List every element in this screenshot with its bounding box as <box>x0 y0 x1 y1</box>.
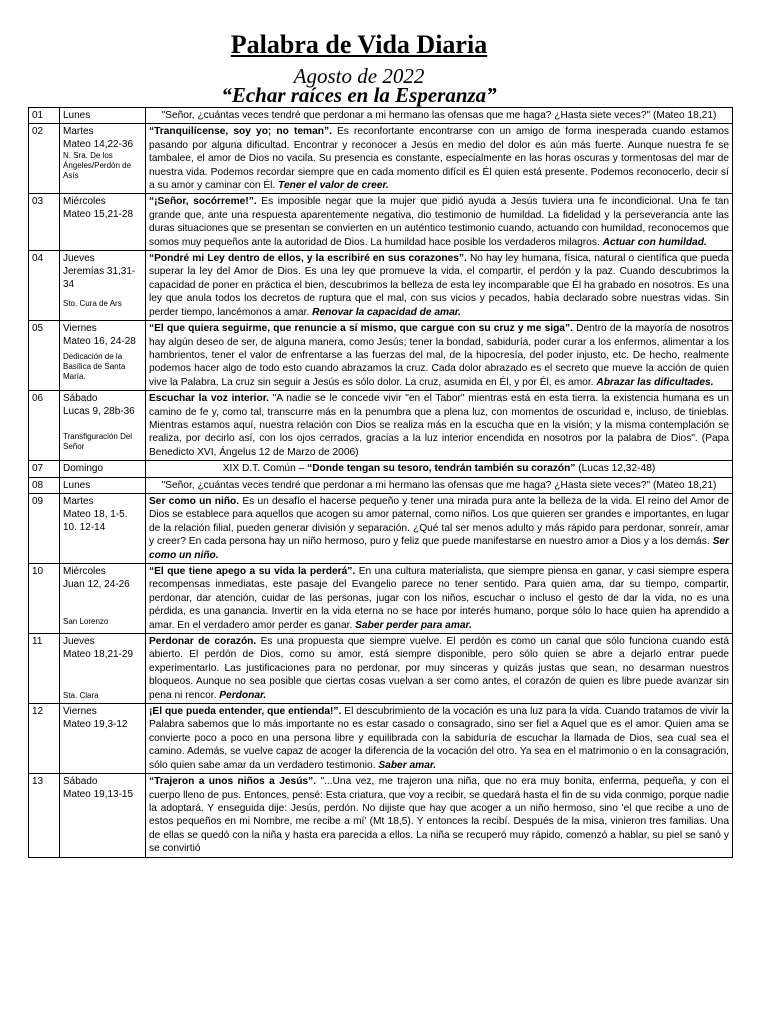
reflection-text <box>146 108 733 124</box>
reflection-heading: “¡Señor, socórreme!”. <box>149 196 257 208</box>
day-cell <box>60 564 146 634</box>
reflection-heading: Perdonar de corazón. <box>149 636 257 648</box>
reflection-body: Es una propuesta que siempre vuelve. El perdón es como un canal que sólo funciona cuando está abierto. El perdón de Dios, como su amor, está siempre disponible, pero sólo quien se abre a dejarlo entrar puede experimentarlo. Las justificaciones para no perdonar, por muy sinceras y quizás justas que sean, no desarman nuestros bloqueos. Aunque no sea posible que ciertas cosas vuelvan a ser como antes, el corazón de quien es libre puede avanzar sin pena ni rencor. <box>149 636 729 701</box>
table-row <box>29 461 733 477</box>
reflection-text <box>146 321 733 391</box>
day-cell <box>60 493 146 563</box>
reading-ref: Mateo 19,13-15 <box>63 789 134 801</box>
reading-ref: Jeremías 31,31-34 <box>63 266 136 291</box>
reflection-text <box>146 564 733 634</box>
table-row <box>29 251 733 321</box>
weekday: Viernes <box>63 706 97 718</box>
reflection-motto: Ser como un niño. <box>149 536 729 561</box>
table-row <box>29 108 733 124</box>
table-row <box>29 493 733 563</box>
weekday: Domingo <box>63 463 104 475</box>
day-number: 11 <box>29 634 60 704</box>
reading-ref: Juan 12, 24-26 <box>63 579 130 590</box>
day-cell <box>60 774 146 857</box>
reading-ref: Mateo 15,21-28 <box>63 209 134 221</box>
day-number: 05 <box>29 321 60 391</box>
day-number: 02 <box>29 124 60 194</box>
reflection-heading: “El que quiera seguirme, que renuncie a sí mismo, que cargue con su cruz y me siga”. <box>149 323 573 335</box>
reading-ref: Mateo 19,3-12 <box>63 719 128 731</box>
day-number: 10 <box>29 564 60 634</box>
table-row <box>29 477 733 493</box>
table-row <box>29 391 733 461</box>
reading-ref: Mateo 14,22-36 <box>63 139 134 151</box>
reflection-motto: Abrazar las dificultades. <box>596 376 714 388</box>
reflection-motto: Renovar la capacidad de amar. <box>312 306 462 318</box>
reflection-motto: Saber perder para amar. <box>355 619 472 631</box>
weekday: Miércoles <box>63 196 106 208</box>
day-cell <box>60 461 146 477</box>
reflection-body: El descubrimiento de la vocación es una luz para la vida. Cuando tratamos de vivir la Palabra sabemos que lo más importante no es estar casado o consagrado, sino ser fiel a Aquel que es el amor. Quien ama se convierte poco a poco en una persona libre y equilibrada con la sabiduría de escuchar la llamada de Dios, sea cual sea el camino. Además, se vuelve capaz de acoger la diferencia de la vocación del otro. Ya sea en el matrimonio o en la consagración, sólo quien sabe amar da un verdadero testimonio. <box>149 706 730 771</box>
reflection-motto: Saber amar. <box>378 759 437 771</box>
reading-ref: Lucas 9, 28b-36 <box>63 406 135 418</box>
reflection-body: "...Una vez, me trajeron una niña, que no era muy bonita, enferma, pequeña, y con el cuerpo lleno de pus. Entonces, pensé: Esta criatura, que voy a recibir, se quedará hasta el fin de su vida conmigo, porque nadie la adoptará. Y enseguida dije: Jesús, perdón. No dijiste que hay que acoger a un niño hermoso, sino 'el que recibe a uno de estos pequeños en mi Nombre, me recibe a mí' (Mt 18,5). Y entonces la recibí. Después de la misa, vinieron tres familias. Una de ellas se quedó con la niña y hasta era parecida a ellos. La niña se recuperó muy rápido, comenzó a hablar, su piel se sanó y se convirtió <box>149 776 730 855</box>
quote-text: "Señor, ¿cuántas veces tendré que perdonar a mi hermano las ofensas que me haga? ¿Hasta siete veces?" (Mateo 18,21) <box>161 110 717 121</box>
table-row <box>29 321 733 391</box>
day-number: 03 <box>29 194 60 251</box>
reflection-text <box>146 704 733 774</box>
day-number: 12 <box>29 704 60 774</box>
spacer <box>63 591 142 617</box>
reflection-heading: “Donde tengan su tesoro, tendrán también su corazón” <box>307 463 576 475</box>
reflection-heading: “Trajeron a unos niños a Jesús”. <box>149 776 317 788</box>
weekday: Martes <box>63 126 94 138</box>
day-number: 08 <box>29 477 60 493</box>
day-cell <box>60 251 146 321</box>
saint-label: San Lorenzo <box>63 617 109 626</box>
reflection-body: Dentro de la mayoría de nosotros hay algún deseo de ser, de alguna manera, como Jesús; tener la bondad, sabiduría, poder curar a los enfermos, alimentar a los hambrientos, tener el valor de enfrentarse a las fuerzas del mal, de la hipocresía, del poder injusto, etc. De hecho, realmente podemos hacer algo de todo esto cuando abrazamos la cruz. Cada dolor abrazado es el secreto que mueve la acción de quien vive la Palabra. La cruz sin seguir a Jesús es sólo dolor. La cruz, asumida en Él, y por Él, es amor. <box>149 323 729 388</box>
day-number: 04 <box>29 251 60 321</box>
reflection-text <box>146 477 733 493</box>
table-row <box>29 704 733 774</box>
day-cell <box>60 108 146 124</box>
reflection-text <box>146 774 733 857</box>
table-row <box>29 124 733 194</box>
reflection-body: "A nadie se le concede vivir "en el Tabor" mientras está en esta tierra. la existencia humana es un camino de fe y, como tal, transcurre más en la penumbra que a plena luz, con momentos de oscuridad e, incluso, de tinieblas. Mientras estamos aquí, nuestra relación con Dios se realiza más en la escucha que en la visión; y la misma contemplación se realiza, por decirlo así, con los ojos cerrados, gracias a la luz interior encendida en nosotros por la palabra de Dios". (Papa Benedicto XVI, Ángelus 12 de Marzo de 2006) <box>149 393 729 458</box>
day-number: 01 <box>29 108 60 124</box>
reflection-body: Es imposible negar que la mujer que pidió ayuda a Jesús tuviera una fe incondicional. Una fe tan grande que, ante una respuesta aparentemente negativa, dio testimonio de humildad. La fidelidad y la perseverancia ante las duras situaciones que se presentan se convierten en un auténtico testimonio cuando, actuando con humildad, reconocemos que somos muy pequeños ante la autoridad de Dios. La humildad hace posible los verdaderos milagros. <box>149 196 729 248</box>
quote-text: "Señor, ¿cuántas veces tendré que perdonar a mi hermano las ofensas que me haga? ¿Hasta siete veces?" (Mateo 18,21) <box>161 479 717 491</box>
saint-label: N. Sra. De los Ángeles/Perdón de Asís <box>63 151 132 181</box>
weekday: Jueves <box>63 253 95 265</box>
saint-label: Dedicación de la Basílica de Santa María. <box>63 352 126 382</box>
reading-ref: Mateo 16, 24-28 <box>63 336 136 348</box>
spacer <box>63 418 142 432</box>
weekday: Lunes <box>63 110 91 121</box>
reflection-heading: “Tranquilícense, soy yo; no teman”. <box>149 126 332 138</box>
reflection-text <box>146 124 733 194</box>
day-cell <box>60 477 146 493</box>
weekday: Lunes <box>63 479 91 491</box>
daily-word-table <box>28 107 733 858</box>
day-number: 06 <box>29 391 60 461</box>
day-number: 13 <box>29 774 60 857</box>
saint-label: Sto. Cura de Ars <box>63 299 122 309</box>
liturgy-label: XIX D.T. Común – <box>222 463 308 475</box>
day-number: 07 <box>29 461 60 477</box>
reflection-text <box>146 391 733 461</box>
reflection-text <box>146 251 733 321</box>
reflection-motto: Tener el valor de creer. <box>278 180 389 192</box>
reflection-heading: Ser como un niño. <box>149 495 240 507</box>
table-row <box>29 634 733 704</box>
reflection-text <box>146 493 733 563</box>
weekday: Jueves <box>63 636 95 648</box>
reflection-motto: Perdonar. <box>219 689 267 701</box>
table-row <box>29 774 733 857</box>
reflection-body: Es reconfortante encontrarse con un amigo de forma inesperada cuando estamos pasando por alguna dificultad. Encontrar y reconocer a Jesús en medio del dolor es aún más fuerte. Aunque nuestra fe se tambalee, el amor de Dios no vacila. Su presencia es constante, especialmente en las horas oscuras y tormentosas del mar de nuestra vida. Podemos recordar siempre que en cada momento difícil es Él quien está presente. Podemos reconocerlo, decir sí a su amor y caminar con Él. <box>149 126 729 192</box>
reading-ref: Mateo 18, 1-5. 10. 12-14 <box>63 508 128 533</box>
reflection-text <box>146 634 733 704</box>
reflection-heading: “El que tiene apego a su vida la perderá”. <box>149 566 356 577</box>
day-cell <box>60 194 146 251</box>
table-row <box>29 194 733 251</box>
weekday: Sábado <box>63 393 98 405</box>
reflection-heading: “Pondré mi Ley dentro de ellos, y la escribiré en sus corazones”. <box>149 253 467 265</box>
month-heading: Agosto de 2022 <box>293 64 425 88</box>
reflection-motto: Actuar con humildad. <box>602 236 707 248</box>
reflection-heading: ¡El que pueda entender, que entienda!”. <box>149 706 342 718</box>
day-number: 09 <box>29 493 60 563</box>
reading-ref: (Lucas 12,32-48) <box>575 463 656 475</box>
weekday: Sábado <box>63 776 98 788</box>
reflection-text <box>146 194 733 251</box>
saint-label: Sta. Clara <box>63 691 99 701</box>
day-cell <box>60 704 146 774</box>
day-cell <box>60 391 146 461</box>
saint-label: Transfiguración Del Señor <box>63 432 133 452</box>
spacer <box>63 661 142 691</box>
table-row <box>29 564 733 634</box>
reading-ref: Mateo 18,21-29 <box>63 649 134 661</box>
weekday: Martes <box>63 495 94 507</box>
reflection-body: Es un desafío el hacerse pequeño y tener una mirada pura ante la belleza de la vida. El reino del Amor de Dios se establece para aquellos que acogen su amor paternal, como niños. Los que quieren ser grandes e importantes, en lugar de la relación filial, pueden generar división y separación. ¿Qué tal ser menos adulto y más rápido para perdonar, sonreír, amar y creer? En cada persona hay un niño hermoso, puro y feliz que puede manifestarse en nuestro amor a Dios y a los demás. <box>149 495 729 548</box>
reflection-body: No hay ley humana, física, natural o científica que pueda superar la ley del Amor de Dios. Es una ley que promueve la vida, el compartir, el perdón y la paz. Cuando descubrimos la capacidad de poner en práctica el bien, descubrimos la belleza de esta ley incomparable que Él ha grabado en nosotros. Es una ley que anula todos los decretos de ruptura que el mal, con sus vicios y pecados, había declarado sobre nuestras vidas. Sin perder tiempo, lancémonos a amar. <box>149 253 729 318</box>
spacer <box>63 291 142 299</box>
weekday: Miércoles <box>63 566 106 577</box>
day-cell <box>60 321 146 391</box>
reflection-body: En una cultura materialista, que siempre piensa en ganar, y casi siempre espera recompensas inmediatas, este pasaje del Evangelio parece no tener sentido. Para quien ama, dar su tiempo, compartir, perdonar, dar atención, cuidar de las personas, jugar con los niños, escuchar o incluso el gesto de dar la vida, no es una pérdida, es una ganancia. Invertir en la vida eterna no se hace por interés humano, porque sólo lo hace quien ha aprendido a amar. En el verdadero amor perder es ganar. <box>149 566 730 631</box>
theme-heading: “Echar raíces en la Esperanza” <box>221 83 497 107</box>
reflection-text <box>146 461 733 477</box>
day-cell <box>60 634 146 704</box>
reflection-heading: Escuchar la voz interior. <box>149 393 269 405</box>
day-cell <box>60 124 146 194</box>
page-title: Palabra de Vida Diaria <box>230 30 488 59</box>
weekday: Viernes <box>63 323 97 335</box>
